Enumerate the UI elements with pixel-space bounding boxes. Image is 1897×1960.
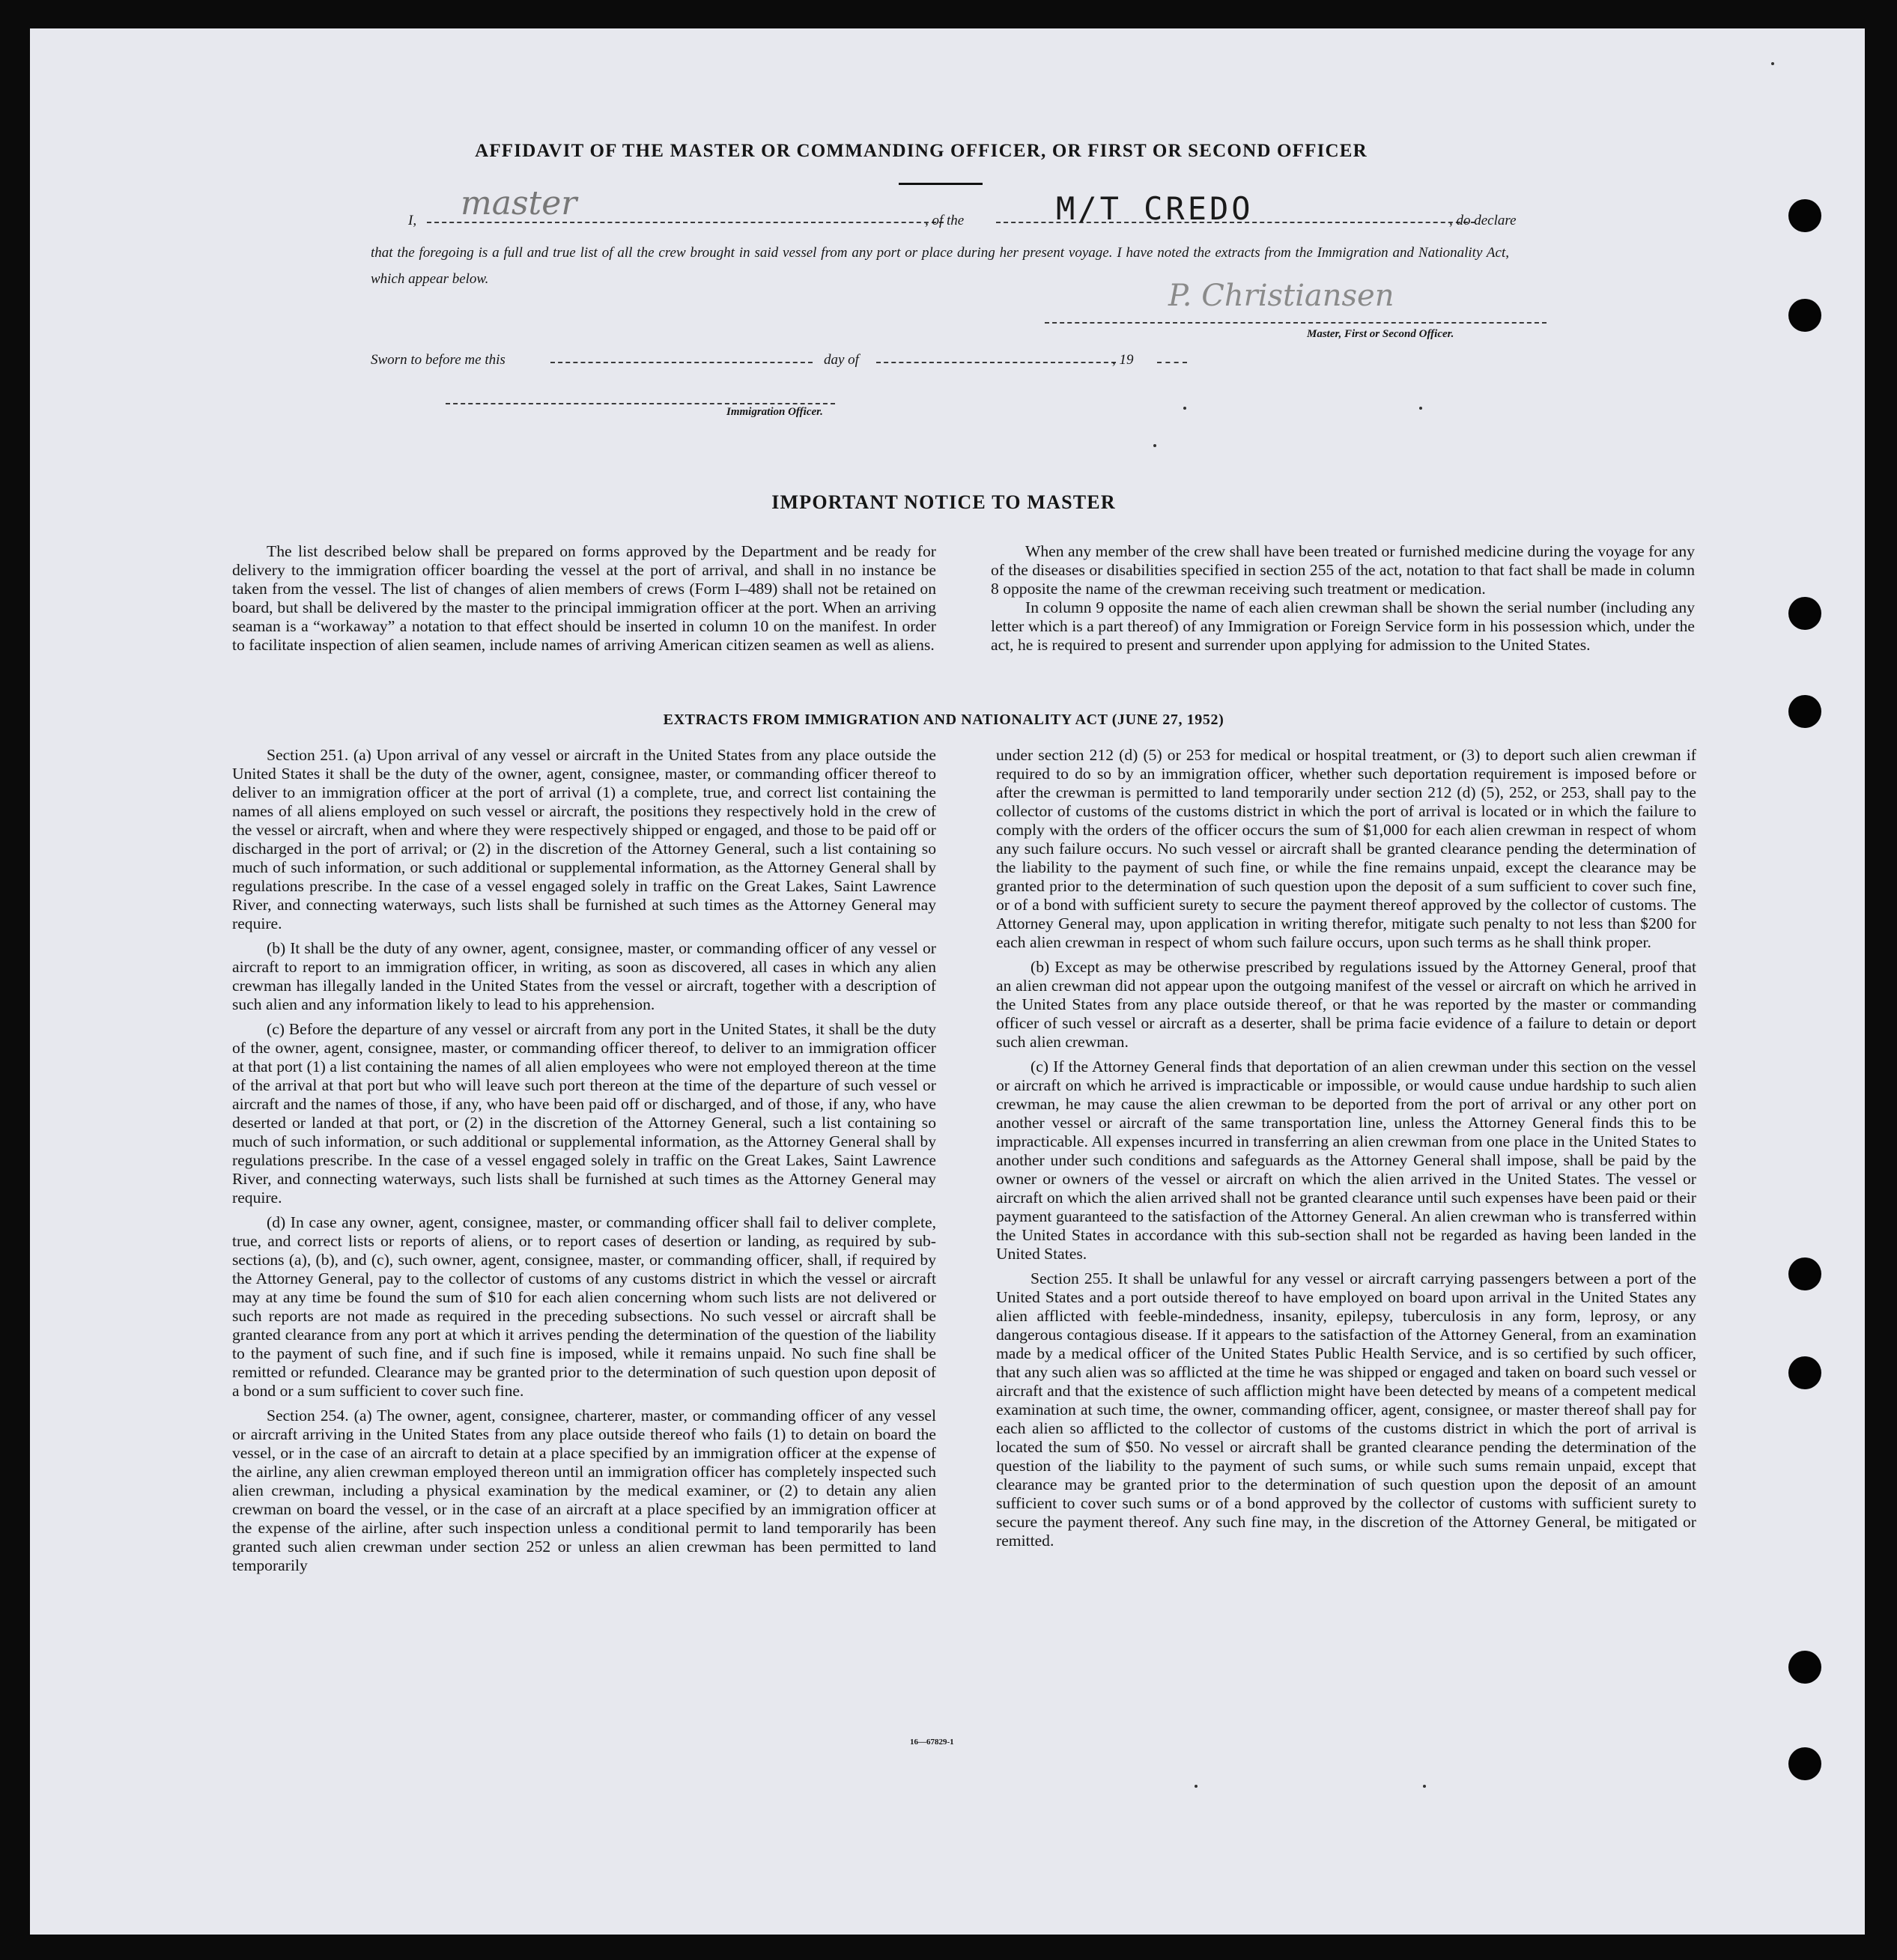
notice-left-paragraph: The list described below shall be prepared on forms approved by the Department and be ready for delivery to the immigration officer boarding the vessel at the port of arrival, and shall in no instance be taken from the vessel. The list of changes of alien members of crews (Form I–489) shall not be retained on board, but shall be delivered by the master to the principal immigration officer at the port. When an arriving seaman is a “workaway” a notation to that effect should be inserted in column 10 on the manifest. In order to facilitate inspection of alien seamen, include names of arriving American citizen seamen as well as aliens. <box>232 542 936 654</box>
sworn-year-line[interactable] <box>1157 362 1187 363</box>
of-the-label: , of the <box>925 213 965 228</box>
speck <box>1771 62 1774 65</box>
binder-hole-icon <box>1788 1356 1821 1389</box>
section-254-b: (b) Except as may be otherwise prescribed by regulations issued by the Attorney General, proof that an alien crewman did not appear upon the outgoing manifest of the vessel or aircraft on which he arrived in the United States from any place outside thereof, or that he was reported by the master or commanding officer of such vessel or aircraft as a deserter, shall be prima facie evidence of a failure to detain or deport such alien crewman. <box>996 958 1696 1051</box>
extracts-left-column <box>232 746 936 1575</box>
extracts-title: EXTRACTS FROM IMMIGRATION AND NATIONALITY ACT (JUNE 27, 1952) <box>663 712 1224 728</box>
extracts-right-column <box>996 746 1696 1550</box>
binder-hole-icon <box>1788 1651 1821 1684</box>
i-label: I, <box>408 213 417 228</box>
declaration-text: that the foregoing is a full and true list of all the crew brought in said vessel from any port or place during her present voyage. I have noted the extracts from the Immigration and Nationality Act, which appear below. <box>371 245 1509 287</box>
speck <box>1153 444 1156 447</box>
section-251-d: (d) In case any owner, agent, consignee, master, or commanding officer shall fail to deliver complete, true, and correct lists or reports of aliens, or to report cases of desertion or landing, as required by sub-sections (a), (b), and (c), such owner, agent, consignee, master, or commanding officer, shall, if required by the Attorney General, pay to the collector of customs of any customs district in which the vessel or aircraft may at any time be found the sum of $10 for each alien concerning whom such lists are not delivered or such reports are not made as required in the preceding subsections. No such vessel or aircraft shall be granted clearance from any port at which it arrives pending the determination of the question of the liability to the payment of such fine, and if such fine is imposed, while it remains unpaid. No such fine shall be remitted or refunded. Clearance may be granted prior to the determination of such question upon deposit of a bond or a sum sufficient to cover such fine. <box>232 1213 936 1400</box>
speck <box>1195 1785 1198 1788</box>
document-page <box>30 28 1865 1935</box>
section-251-a: Section 251. (a) Upon arrival of any vessel or aircraft in the United States from any place outside the United States it shall be the duty of the owner, agent, consignee, master, or commanding officer thereof to deliver to an immigration officer at the port of arrival (1) a complete, true, and correct list containing the names of all aliens employed on such vessel or aircraft, the positions they respectively hold in the crew of the vessel or aircraft, when and where they were respectively shipped or engaged, and those to be paid off or discharged in the port of arrival; or (2) in the discretion of the Attorney General, such a list containing so much of such information, or such additional or supplemental information, as the Attorney General shall by regulations prescribe. In the case of a vessel engaged solely in traffic on the Great Lakes, Saint Lawrence River, and connecting waterways, such lists shall be furnished at such times as the Attorney General may require. <box>232 746 936 932</box>
section-254-a-continued: under section 212 (d) (5) or 253 for medical or hospital treatment, or (3) to deport such alien crewman if required to do so by an immigration officer, whether such deportation requirement is imposed before or after the crewman is permitted to land temporarily under section 212 (d) (5), 252, or 253, shall pay to the collector of customs of the customs district in which the port of arrival is located or in which the failure to comply with the orders of the officer occurs the sum of $1,000 for each alien crewman in respect of whom any such failure occurs. No such vessel or aircraft shall be granted clearance pending the determination of the liability to the payment of such fine, or while the fine remains unpaid, except the clearance may be granted prior to the determination of such question upon the deposit of a sum sufficient to cover such fine, or of a bond with sufficient surety to secure the payment thereof approved by the collector of customs. The Attorney General may, upon application in writing therefor, mitigate such penalty to not less than $200 for each alien crewman in respect of whom such failure occurs, upon such terms as he shall think proper. <box>996 746 1696 951</box>
binder-hole-icon <box>1788 1747 1821 1780</box>
sworn-day-line[interactable] <box>550 362 813 363</box>
speck <box>1423 1785 1426 1788</box>
notice-right-paragraph-2: In column 9 opposite the name of each alien crewman shall be shown the serial number (including any letter which is a part thereof) of any Immigration or Foreign Service form in his possession which, under the act, he is required to present and surrender upon applying for admission to the United States. <box>991 598 1695 654</box>
signature-line <box>1045 322 1547 324</box>
speck <box>1183 407 1186 410</box>
sworn-month-line[interactable] <box>876 362 1116 363</box>
affidavit-title: AFFIDAVIT OF THE MASTER OR COMMANDING OFFICER, OR FIRST OR SECOND OFFICER <box>475 141 1368 161</box>
master-name-field[interactable]: master <box>461 184 577 222</box>
signature-caption: Master, First or Second Officer. <box>1307 328 1454 340</box>
binder-hole-icon <box>1788 199 1821 232</box>
notice-right-column <box>991 542 1695 655</box>
binder-hole-icon <box>1788 299 1821 332</box>
binder-hole-icon <box>1788 1257 1821 1290</box>
form-number: 16—67829-1 <box>910 1738 954 1747</box>
notice-left-column <box>232 542 936 655</box>
notice-title: IMPORTANT NOTICE TO MASTER <box>771 491 1116 513</box>
year-prefix: , 19 <box>1112 352 1134 368</box>
signature: P. Christiansen <box>1168 279 1394 313</box>
section-251-b: (b) It shall be the duty of any owner, agent, consignee, master, or commanding officer of any vessel or aircraft to report to an immigration officer, in writing, as soon as discovered, all cases in which any alien crewman has illegally landed in the United States from the vessel or aircraft, together with a description of such alien and any information likely to lead to his apprehension. <box>232 939 936 1013</box>
vessel-name-field[interactable]: M/T CREDO <box>1056 190 1254 227</box>
sworn-label: Sworn to before me this <box>371 352 506 368</box>
section-254-c: (c) If the Attorney General finds that deportation of an alien crewman under this section on the vessel or aircraft on which he arrived is impracticable or impossible, or would cause undue hardship to such alien crewman, he may cause the alien crewman to be deported from the port of arrival or any other port on another vessel or aircraft of the same transportation line, unless the Attorney General finds this to be impracticable. All expenses incurred in transferring an alien crewman from one place in the United States to another under such conditions and safeguards as the Attorney General shall impose, shall be paid by the owner or owners of the vessel or aircraft on which the alien arrived in the United States. The vessel or aircraft on which the alien arrived shall not be granted clearance until such expenses have been paid or their payment guaranteed to the satisfaction of the Attorney General. An alien crewman who is transferred within the United States in accordance with this sub-section shall not be regarded as having been landed in the United States. <box>996 1058 1696 1263</box>
section-251-c: (c) Before the departure of any vessel or aircraft from any port in the United States, it shall be the duty of the owner, agent, consignee, master, or commanding officer thereof, to deliver to an immigration officer at that port (1) a list containing the names of all alien employees who were not employed thereon at the time of the arrival at that port but who will leave such port thereon at the time of the departure of such vessel or aircraft and the names of those, if any, who have been paid off or discharged, and of those, if any, who have deserted or landed at that port, or (2) in the discretion of the Attorney General, such a list containing so much of such information, or such additional or supplemental information, as the Attorney General shall by regulations prescribe. In the case of a vessel engaged solely in traffic on the Great Lakes, Saint Lawrence River, and connecting waterways, such lists shall be furnished at such times as the Attorney General may require. <box>232 1020 936 1207</box>
title-rule <box>899 183 983 185</box>
notice-right-paragraph-1: When any member of the crew shall have been treated or furnished medicine during the voyage for any of the diseases or disabilities specified in section 255 of the act, notation to that fact shall be made in column 8 opposite the name of the crewman receiving such treatment or medication. <box>991 542 1695 598</box>
day-of-label: day of <box>824 352 859 368</box>
speck <box>1419 407 1422 410</box>
binder-hole-icon <box>1788 597 1821 630</box>
section-254-a: Section 254. (a) The owner, agent, consignee, charterer, master, or commanding officer of any vessel or aircraft arriving in the United States from any place outside thereof who fails (1) to detain on board the vessel, or in the case of an aircraft to detain at a place specified by an immigration officer at the expense of the airline, any alien crewman employed thereon until an immigration officer has completely inspected such alien crewman, including a physical examination by the medical examiner, or (2) to detain any alien crewman on board the vessel, or in the case of an aircraft at a place specified by an immigration officer at the expense of the airline, after such inspection unless a conditional permit to land temporarily has been granted such alien crewman under section 252 or unless an alien crewman has been permitted to land temporarily <box>232 1407 936 1574</box>
binder-hole-icon <box>1788 695 1821 728</box>
immigration-officer-line[interactable] <box>446 403 835 404</box>
immigration-officer-caption: Immigration Officer. <box>726 406 823 418</box>
section-255: Section 255. It shall be unlawful for any vessel or aircraft carrying passengers between a port of the United States and a port outside thereof to have employed on board upon arrival in the United States any alien afflicted with feeble-mindedness, insanity, epilepsy, tuberculosis in any form, leprosy, or any dangerous contagious disease. If it appears to the satisfaction of the Attorney General, from an examination made by a medical officer of the United States Public Health Service, and is so certified by such officer, that any such alien was so afflicted at the time he was shipped or engaged and taken on board such vessel or aircraft and that the existence of such affliction might have been detected by means of a competent medical examination at such time, the owner, commanding officer, agent, consignee, or master thereof shall pay for each alien so afflicted to the collector of customs of the customs district in which the port of arrival is located the sum of $50. No vessel or aircraft shall be granted clearance pending the determination of the question of the liability to the payment of such sums, or while such sums remain unpaid, except that clearance may be granted prior to the determination of such question upon the deposit of an amount sufficient to cover such sums or of a bond approved by the collector of customs with sufficient surety to secure the payment thereof. Any such fine may, in the discretion of the Attorney General, be mitigated or remitted. <box>996 1269 1696 1550</box>
do-declare-label: , do declare <box>1449 213 1517 228</box>
